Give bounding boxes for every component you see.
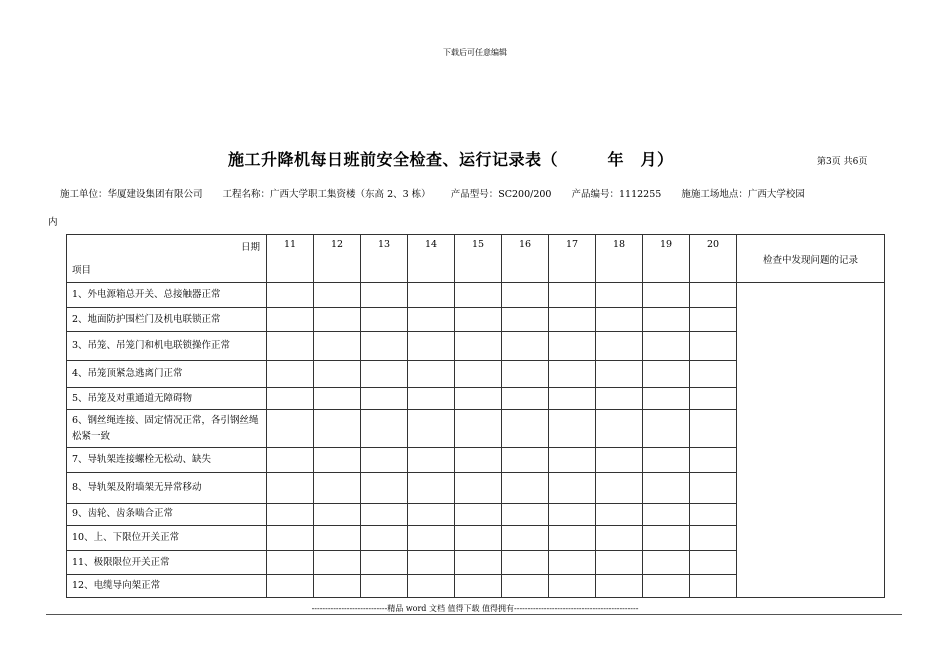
check-cell[interactable]: [690, 283, 737, 308]
check-cell[interactable]: [596, 448, 643, 473]
check-cell[interactable]: [596, 332, 643, 361]
check-cell[interactable]: [314, 307, 361, 332]
check-cell[interactable]: [596, 575, 643, 598]
check-cell[interactable]: [549, 361, 596, 388]
check-cell[interactable]: [596, 550, 643, 575]
check-cell[interactable]: [596, 472, 643, 503]
check-cell[interactable]: [596, 410, 643, 448]
check-cell[interactable]: [314, 575, 361, 598]
check-cell[interactable]: [361, 472, 408, 503]
check-cell[interactable]: [690, 550, 737, 575]
check-cell[interactable]: [267, 307, 314, 332]
check-cell[interactable]: [408, 448, 455, 473]
check-cell[interactable]: [408, 283, 455, 308]
footer-divider: [46, 614, 902, 615]
check-cell[interactable]: [502, 550, 549, 575]
check-cell[interactable]: [314, 448, 361, 473]
footer-text: ----------------------------精品 word 文档 值得下载 值得拥有----------------------------------------------: [311, 604, 639, 613]
check-cell[interactable]: [314, 361, 361, 388]
header-row: [67, 235, 885, 283]
check-cell[interactable]: [643, 472, 690, 503]
check-item-label: 4、吊笼顶紧急逃离门正常: [67, 361, 267, 388]
check-cell[interactable]: [643, 550, 690, 575]
check-cell[interactable]: [361, 410, 408, 448]
check-cell[interactable]: [455, 410, 502, 448]
check-cell[interactable]: [502, 332, 549, 361]
page-title: 施工升降机每日班前安全检查、运行记录表（ 年 月）: [228, 150, 674, 169]
check-cell[interactable]: [361, 550, 408, 575]
check-cell[interactable]: [549, 526, 596, 551]
check-cell[interactable]: [502, 448, 549, 473]
check-cell[interactable]: [267, 526, 314, 551]
day-header: 11: [267, 235, 314, 283]
check-cell[interactable]: [549, 550, 596, 575]
check-cell[interactable]: [502, 472, 549, 503]
check-cell[interactable]: [408, 472, 455, 503]
check-cell[interactable]: [549, 575, 596, 598]
check-cell[interactable]: [455, 550, 502, 575]
check-cell[interactable]: [690, 332, 737, 361]
check-cell[interactable]: [596, 307, 643, 332]
check-item-label: 6、钢丝绳连接、固定情况正常，各引钢丝绳松紧一致: [67, 410, 267, 448]
day-header: 14: [408, 235, 455, 283]
check-cell[interactable]: [267, 472, 314, 503]
check-item-label: 11、极限限位开关正常: [67, 550, 267, 575]
inspection-table: [66, 234, 885, 598]
day-header: 20: [690, 235, 737, 283]
check-cell[interactable]: [690, 503, 737, 526]
check-cell[interactable]: [314, 410, 361, 448]
check-item-label: 10、上、下限位开关正常: [67, 526, 267, 551]
check-item-label: 8、导轨架及附墙架无异常移动: [67, 472, 267, 503]
check-cell[interactable]: [314, 526, 361, 551]
check-cell[interactable]: [408, 526, 455, 551]
day-header: 18: [596, 235, 643, 283]
check-cell[interactable]: [643, 503, 690, 526]
check-cell[interactable]: [408, 410, 455, 448]
check-cell[interactable]: [690, 526, 737, 551]
check-cell[interactable]: [408, 332, 455, 361]
construction-unit: 施工单位：华厦建设集团有限公司: [60, 189, 203, 200]
check-cell[interactable]: [596, 503, 643, 526]
check-cell[interactable]: [549, 283, 596, 308]
check-cell[interactable]: [267, 410, 314, 448]
check-cell[interactable]: [596, 526, 643, 551]
check-cell[interactable]: [408, 307, 455, 332]
check-cell[interactable]: [455, 503, 502, 526]
check-cell[interactable]: [502, 526, 549, 551]
check-cell[interactable]: [690, 307, 737, 332]
item-label: 项目: [72, 265, 92, 277]
check-cell[interactable]: [502, 387, 549, 410]
check-cell[interactable]: [643, 410, 690, 448]
check-cell[interactable]: [455, 283, 502, 308]
check-cell[interactable]: [361, 503, 408, 526]
check-cell[interactable]: [267, 575, 314, 598]
check-cell[interactable]: [455, 448, 502, 473]
check-cell[interactable]: [361, 361, 408, 388]
check-cell[interactable]: [549, 387, 596, 410]
product-serial: 产品编号：1112255: [571, 189, 662, 200]
check-cell[interactable]: [643, 332, 690, 361]
check-cell[interactable]: [408, 387, 455, 410]
check-cell[interactable]: [314, 550, 361, 575]
info-line: [60, 186, 902, 200]
check-cell[interactable]: [408, 550, 455, 575]
day-header: 13: [361, 235, 408, 283]
day-header: 19: [643, 235, 690, 283]
check-cell[interactable]: [549, 410, 596, 448]
table-row: [67, 283, 885, 308]
check-cell[interactable]: [549, 472, 596, 503]
check-cell[interactable]: [643, 361, 690, 388]
product-model: 产品型号：SC200/200: [450, 189, 552, 200]
check-cell[interactable]: [596, 283, 643, 308]
check-cell[interactable]: [690, 410, 737, 448]
check-cell[interactable]: [643, 307, 690, 332]
check-cell[interactable]: [455, 307, 502, 332]
check-cell[interactable]: [408, 361, 455, 388]
check-cell[interactable]: [361, 387, 408, 410]
check-item-label: 7、导轨架连接螺栓无松动、缺失: [67, 448, 267, 473]
check-cell[interactable]: [502, 361, 549, 388]
check-cell[interactable]: [690, 448, 737, 473]
check-cell[interactable]: [408, 503, 455, 526]
check-cell[interactable]: [690, 387, 737, 410]
check-cell[interactable]: [502, 575, 549, 598]
check-cell[interactable]: [314, 283, 361, 308]
check-cell[interactable]: [502, 283, 549, 308]
project-name: 工程名称：广西大学职工集资楼（东高 2、3 栋）: [222, 189, 431, 200]
check-item-label: 5、吊笼及对重通道无障碍物: [67, 387, 267, 410]
check-cell[interactable]: [267, 283, 314, 308]
check-cell[interactable]: [455, 387, 502, 410]
check-cell[interactable]: [549, 503, 596, 526]
check-cell[interactable]: [267, 503, 314, 526]
check-cell[interactable]: [502, 503, 549, 526]
check-cell[interactable]: [455, 472, 502, 503]
check-cell[interactable]: [502, 307, 549, 332]
check-cell[interactable]: [643, 387, 690, 410]
check-cell[interactable]: [267, 448, 314, 473]
date-label: 日期: [240, 242, 260, 253]
check-cell[interactable]: [549, 332, 596, 361]
site-location-wrap: 内: [48, 217, 58, 228]
header-corner-cell: [67, 235, 267, 283]
check-cell[interactable]: [502, 410, 549, 448]
check-cell[interactable]: [361, 332, 408, 361]
check-cell[interactable]: [267, 387, 314, 410]
check-cell[interactable]: [690, 472, 737, 503]
check-cell[interactable]: [455, 526, 502, 551]
check-cell[interactable]: [549, 448, 596, 473]
remark-cell[interactable]: [737, 283, 885, 598]
check-cell[interactable]: [408, 575, 455, 598]
check-cell[interactable]: [361, 448, 408, 473]
check-item-label: 2、地面防护围栏门及机电联锁正常: [67, 307, 267, 332]
check-cell[interactable]: [361, 575, 408, 598]
day-header: 16: [502, 235, 549, 283]
check-cell[interactable]: [690, 361, 737, 388]
check-item-label: 12、电缆导向架正常: [67, 575, 267, 598]
remark-header: 检查中发现问题的记录: [737, 235, 885, 283]
check-cell[interactable]: [690, 575, 737, 598]
day-header: 12: [314, 235, 361, 283]
day-header: 17: [549, 235, 596, 283]
day-header: 15: [455, 235, 502, 283]
page-number: 第3页 共6页: [817, 157, 868, 167]
check-cell[interactable]: [643, 526, 690, 551]
check-cell[interactable]: [314, 332, 361, 361]
top-note: 下载后可任意编辑: [443, 48, 507, 57]
check-cell[interactable]: [314, 387, 361, 410]
check-cell[interactable]: [643, 448, 690, 473]
check-cell[interactable]: [455, 361, 502, 388]
check-cell[interactable]: [314, 472, 361, 503]
check-cell[interactable]: [267, 361, 314, 388]
check-cell[interactable]: [361, 307, 408, 332]
check-item-label: 1、外电源箱总开关、总接触器正常: [67, 283, 267, 308]
check-cell[interactable]: [549, 307, 596, 332]
check-cell[interactable]: [643, 575, 690, 598]
check-cell[interactable]: [314, 503, 361, 526]
check-cell[interactable]: [361, 526, 408, 551]
check-item-label: 9、齿轮、齿条啮合正常: [67, 503, 267, 526]
check-cell[interactable]: [267, 550, 314, 575]
check-cell[interactable]: [267, 332, 314, 361]
check-cell[interactable]: [361, 283, 408, 308]
check-cell[interactable]: [455, 575, 502, 598]
check-item-label: 3、吊笼、吊笼门和机电联锁操作正常: [67, 332, 267, 361]
check-cell[interactable]: [455, 332, 502, 361]
check-cell[interactable]: [596, 387, 643, 410]
check-cell[interactable]: [596, 361, 643, 388]
site-location: 施施工场地点：广西大学校园: [681, 189, 805, 200]
check-cell[interactable]: [643, 283, 690, 308]
